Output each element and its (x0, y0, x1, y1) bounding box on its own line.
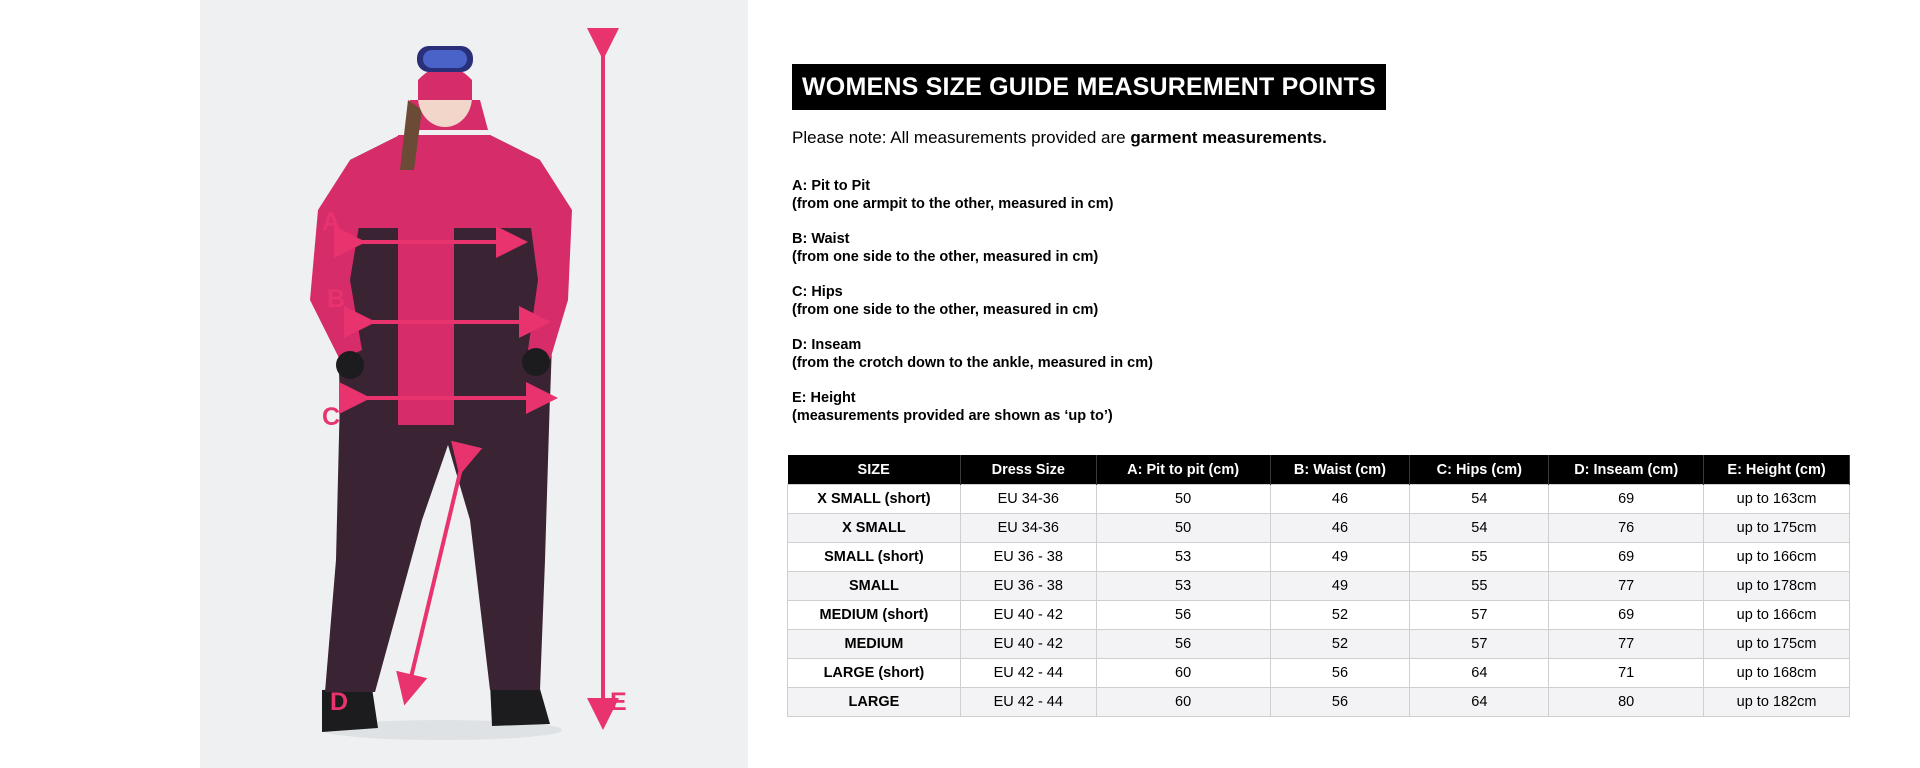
column-header: D: Inseam (cm) (1549, 455, 1704, 485)
label-b: B (327, 285, 346, 313)
table-cell: 46 (1270, 514, 1410, 543)
definition-a (792, 177, 1153, 213)
definition-d (792, 336, 1153, 372)
table-cell: 76 (1549, 514, 1704, 543)
table-cell: EU 42 - 44 (960, 659, 1096, 688)
column-header: E: Height (cm) (1704, 455, 1850, 485)
table-cell: 64 (1410, 688, 1549, 717)
definition-detail: (from the crotch down to the ankle, measured in cm) (792, 355, 1153, 371)
table-cell: up to 166cm (1704, 543, 1850, 572)
table-cell: 77 (1549, 630, 1704, 659)
note-text: Please note: All measurements provided are (792, 128, 1131, 147)
size-cell: SMALL (788, 572, 961, 601)
table-row (788, 630, 1850, 659)
table-cell: 54 (1410, 485, 1549, 514)
size-table (787, 455, 1850, 717)
table-cell: up to 163cm (1704, 485, 1850, 514)
size-cell: LARGE (788, 688, 961, 717)
table-cell: 77 (1549, 572, 1704, 601)
table-cell: 55 (1410, 572, 1549, 601)
definition-c (792, 283, 1153, 319)
table-cell: 50 (1096, 514, 1270, 543)
label-a: A (322, 208, 341, 236)
table-cell: 56 (1096, 601, 1270, 630)
table-cell: 52 (1270, 630, 1410, 659)
table-cell: EU 34-36 (960, 485, 1096, 514)
table-cell: EU 40 - 42 (960, 630, 1096, 659)
table-cell: up to 166cm (1704, 601, 1850, 630)
size-cell: LARGE (short) (788, 659, 961, 688)
table-cell: 56 (1270, 688, 1410, 717)
ski-suit-figure (200, 0, 748, 768)
definition-heading: A: Pit to Pit (792, 178, 871, 194)
label-c: C (322, 403, 341, 431)
table-cell: up to 178cm (1704, 572, 1850, 601)
table-cell: 69 (1549, 485, 1704, 514)
measurement-note (792, 128, 1327, 148)
definition-detail: (from one side to the other, measured in cm) (792, 302, 1099, 318)
definition-heading: E: Height (792, 390, 856, 406)
table-cell: up to 168cm (1704, 659, 1850, 688)
definition-detail: (measurements provided are shown as ‘up to’) (792, 408, 1113, 424)
table-cell: up to 182cm (1704, 688, 1850, 717)
size-cell: MEDIUM (short) (788, 601, 961, 630)
size-cell: X SMALL (788, 514, 961, 543)
size-cell: SMALL (short) (788, 543, 961, 572)
table-row (788, 659, 1850, 688)
page-title: WOMENS SIZE GUIDE MEASUREMENT POINTS (792, 64, 1386, 110)
note-emphasis: garment measurements. (1130, 128, 1327, 147)
table-row (788, 485, 1850, 514)
definition-heading: C: Hips (792, 284, 843, 300)
column-header: Dress Size (960, 455, 1096, 485)
table-row (788, 514, 1850, 543)
column-header: SIZE (788, 455, 961, 485)
table-cell: 80 (1549, 688, 1704, 717)
table-cell: EU 40 - 42 (960, 601, 1096, 630)
definition-heading: D: Inseam (792, 337, 862, 353)
table-row (788, 601, 1850, 630)
table-cell: 56 (1096, 630, 1270, 659)
table-cell: 71 (1549, 659, 1704, 688)
column-header: A: Pit to pit (cm) (1096, 455, 1270, 485)
table-cell: 56 (1270, 659, 1410, 688)
table-cell: 50 (1096, 485, 1270, 514)
size-cell: X SMALL (short) (788, 485, 961, 514)
definition-b (792, 230, 1153, 266)
table-cell: 69 (1549, 543, 1704, 572)
column-header: C: Hips (cm) (1410, 455, 1549, 485)
table-cell: 57 (1410, 630, 1549, 659)
table-cell: 49 (1270, 572, 1410, 601)
table-cell: 60 (1096, 688, 1270, 717)
measurement-definitions (792, 177, 1153, 442)
definition-heading: B: Waist (792, 231, 850, 247)
pants (325, 395, 550, 692)
table-cell: 49 (1270, 543, 1410, 572)
table-cell: up to 175cm (1704, 630, 1850, 659)
label-d: D (330, 688, 349, 716)
table-cell: 69 (1549, 601, 1704, 630)
table-cell: 57 (1410, 601, 1549, 630)
product-photo (200, 0, 748, 768)
size-cell: MEDIUM (788, 630, 961, 659)
table-cell: 55 (1410, 543, 1549, 572)
definition-e (792, 389, 1153, 425)
definition-detail: (from one side to the other, measured in cm) (792, 249, 1099, 265)
table-cell: 54 (1410, 514, 1549, 543)
table-cell: EU 36 - 38 (960, 572, 1096, 601)
table-cell: up to 175cm (1704, 514, 1850, 543)
label-e: E (610, 688, 627, 716)
table-cell: 53 (1096, 543, 1270, 572)
table-cell: EU 34-36 (960, 514, 1096, 543)
table-cell: EU 42 - 44 (960, 688, 1096, 717)
table-cell: 64 (1410, 659, 1549, 688)
table-cell: 46 (1270, 485, 1410, 514)
table-cell: EU 36 - 38 (960, 543, 1096, 572)
table-row (788, 572, 1850, 601)
table-cell: 52 (1270, 601, 1410, 630)
table-row (788, 688, 1850, 717)
definition-detail: (from one armpit to the other, measured in cm) (792, 196, 1114, 212)
table-cell: 53 (1096, 572, 1270, 601)
table-row (788, 543, 1850, 572)
column-header: B: Waist (cm) (1270, 455, 1410, 485)
table-header-row (788, 455, 1850, 485)
table-cell: 60 (1096, 659, 1270, 688)
